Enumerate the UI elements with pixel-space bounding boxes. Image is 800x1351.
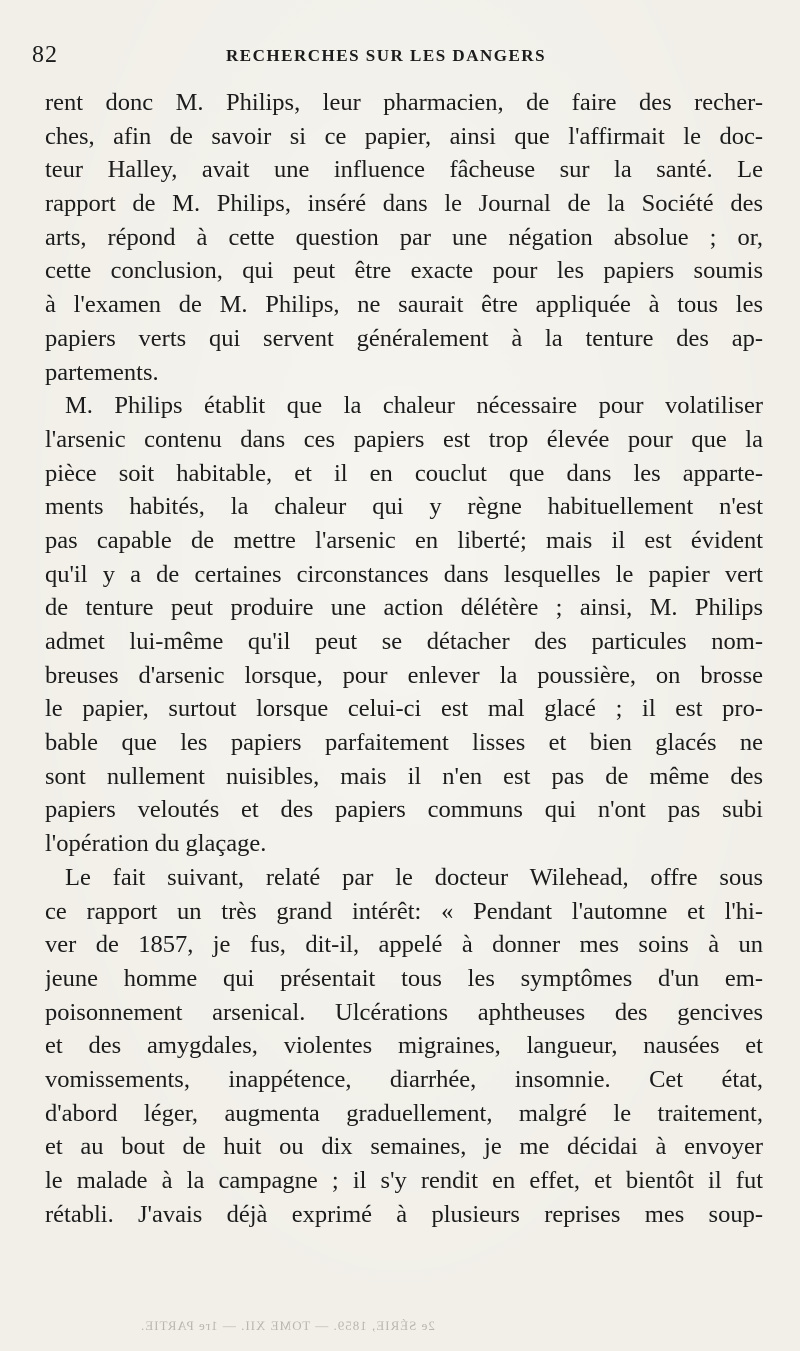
text-line: de tenture peut produire une action délétère ; ainsi, M. Philips bbox=[45, 594, 763, 622]
running-head bbox=[32, 40, 760, 80]
running-title: RECHERCHES SUR LES DANGERS bbox=[226, 46, 547, 65]
text-line: poisonnement arsenical. Ulcérations aphtheuses des gencives bbox=[45, 998, 763, 1026]
text-line: l'arsenic contenu dans ces papiers est trop élevée pour que la bbox=[45, 425, 763, 453]
text-line: et des amygdales, violentes migraines, langueur, nausées et bbox=[45, 1032, 763, 1060]
text-line: papiers verts qui servent généralement à la tenture des ap- bbox=[45, 324, 763, 352]
text-line: cette conclusion, qui peut être exacte pour les papiers soumis bbox=[45, 257, 763, 285]
text-line: rétabli. J'avais déjà exprimé à plusieurs reprises mes soup- bbox=[45, 1200, 763, 1228]
text-line: vomissements, inappétence, diarrhée, insomnie. Cet état, bbox=[45, 1065, 763, 1093]
paragraph bbox=[45, 861, 763, 1232]
text-line: rent donc M. Philips, leur pharmacien, de faire des recher- bbox=[45, 89, 763, 116]
text-line: l'opération du glaçage. bbox=[45, 830, 267, 858]
text-line: jeune homme qui présentait tous les symptômes d'un em- bbox=[45, 964, 763, 992]
text-line: le malade à la campagne ; il s'y rendit en effet, et bientôt il fut bbox=[45, 1167, 763, 1194]
text-line: teur Halley, avait une influence fâcheuse sur la santé. Le bbox=[45, 156, 763, 184]
text-line: bable que les papiers parfaitement lisses et bien glacés ne bbox=[45, 729, 763, 757]
body-text bbox=[45, 86, 763, 1231]
text-line: arts, répond à cette question par une négation absolue ; or, bbox=[45, 223, 763, 251]
text-line: ments habités, la chaleur qui y règne habituellement n'est bbox=[45, 493, 763, 521]
text-line: partements. bbox=[45, 358, 159, 386]
text-line: admet lui-même qu'il peut se détacher des particules nom- bbox=[45, 628, 763, 655]
text-line: pièce soit habitable, et il en couclut que dans les apparte- bbox=[45, 459, 763, 487]
bleed-through-footer: 2e SÉRIE, 1859. — TOME XII. — 1re PARTIE. bbox=[140, 1318, 435, 1333]
text-line: sont nullement nuisibles, mais il n'en est pas de même des bbox=[45, 762, 763, 790]
text-line: d'abord léger, augmenta graduellement, malgré le traitement, bbox=[45, 1099, 763, 1127]
text-line: ver de 1857, je fus, dit-il, appelé à donner mes soins à un bbox=[45, 931, 763, 959]
text-line: pas capable de mettre l'arsenic en liberté; mais il est évident bbox=[45, 526, 763, 554]
text-line: Le fait suivant, relaté par le docteur Wilehead, offre sous bbox=[65, 863, 763, 891]
text-line: papiers veloutés et des papiers communs qui n'ont pas subi bbox=[45, 796, 763, 824]
text-line: et au bout de huit ou dix semaines, je me décidai à envoyer bbox=[45, 1133, 763, 1161]
paragraph bbox=[45, 86, 763, 389]
text-line: à l'examen de M. Philips, ne saurait être appliquée à tous les bbox=[45, 291, 763, 319]
text-line: qu'il y a de certaines circonstances dans lesquelles le papier vert bbox=[45, 560, 763, 588]
page-number: 82 bbox=[32, 42, 58, 68]
text-line: ches, afin de savoir si ce papier, ainsi que l'affirmait le doc- bbox=[45, 122, 763, 150]
text-line: rapport de M. Philips, inséré dans le Journal de la Société des bbox=[45, 190, 763, 218]
text-line: le papier, surtout lorsque celui-ci est mal glacé ; il est pro- bbox=[45, 695, 763, 723]
text-line: ce rapport un très grand intérêt: « Pendant l'automne et l'hi- bbox=[45, 897, 763, 925]
text-line: M. Philips établit que la chaleur nécessaire pour volatiliser bbox=[65, 392, 763, 420]
paragraph bbox=[45, 389, 763, 861]
text-line: breuses d'arsenic lorsque, pour enlever la poussière, on brosse bbox=[45, 661, 763, 689]
